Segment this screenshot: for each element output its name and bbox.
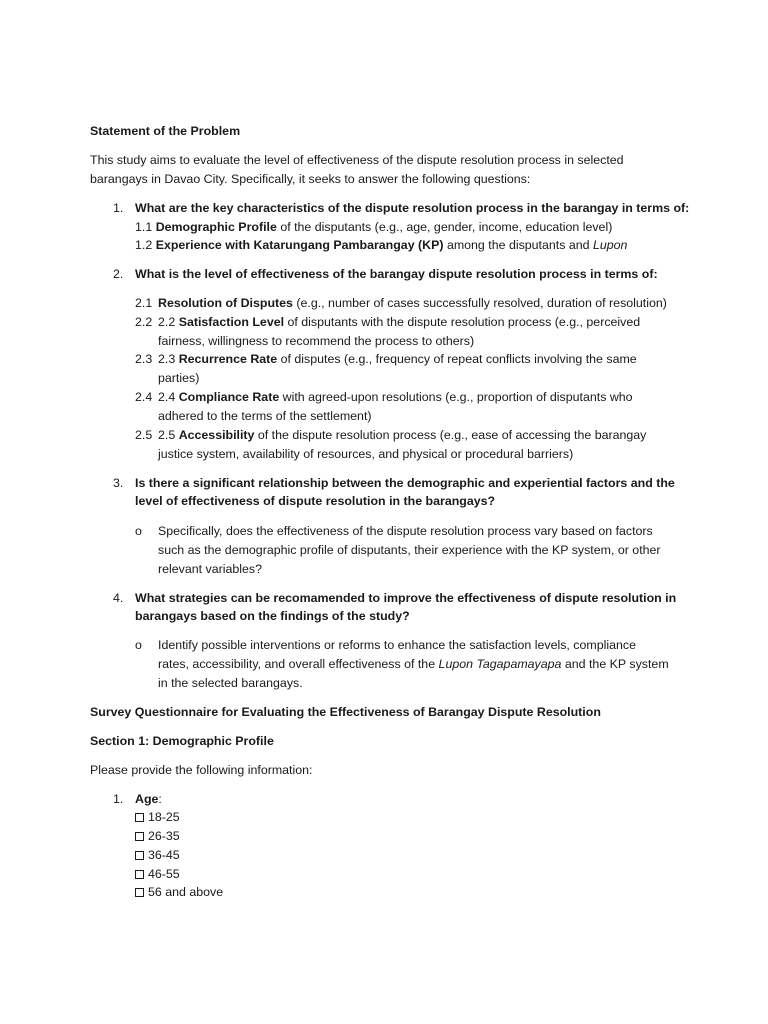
age-option-18-25[interactable]: 18-25 bbox=[135, 811, 180, 823]
q4-number: 4. bbox=[113, 591, 124, 605]
q1-text: What are the key characteristics of the dispute resolution process in the barangay in terms of: bbox=[135, 201, 690, 215]
q1-number: 1. bbox=[113, 201, 124, 215]
age-option-36-45[interactable]: 36-45 bbox=[135, 849, 180, 861]
instruction-text: Please provide the following information: bbox=[90, 763, 313, 777]
intro-line-1: This study aims to evaluate the level of effectiveness of the dispute resolution process in selected bbox=[90, 153, 624, 167]
q2-sub-2-number: 2.2 bbox=[135, 315, 153, 329]
q2-sub-3: 2.3 Recurrence Rate of disputes (e.g., frequency of repeat conflicts involving the same bbox=[158, 352, 637, 366]
q2-sub-5: 2.5 Accessibility of the dispute resolution process (e.g., ease of accessing the barangay bbox=[158, 428, 647, 442]
q2-sub-4: 2.4 Compliance Rate with agreed-upon resolutions (e.g., proportion of disputants who bbox=[158, 390, 633, 404]
survey-title: Survey Questionnaire for Evaluating the Effectiveness of Barangay Dispute Resolution bbox=[90, 705, 601, 719]
q4-detail-1: Identify possible interventions or reforms to enhance the satisfaction levels, compliance bbox=[158, 638, 636, 652]
q2-sub-1-number: 2.1 bbox=[135, 296, 153, 310]
q2-sub-4-cont: adhered to the terms of the settlement) bbox=[158, 409, 372, 423]
section-1-title: Section 1: Demographic Profile bbox=[90, 734, 274, 748]
q2-sub-3-number: 2.3 bbox=[135, 352, 153, 366]
age-option-56-above[interactable]: 56 and above bbox=[135, 886, 223, 898]
q3-text-1: Is there a significant relationship between the demographic and experiential factors and the bbox=[135, 476, 675, 490]
q4-text-2: barangays based on the findings of the study? bbox=[135, 609, 410, 623]
checkbox-icon[interactable] bbox=[135, 813, 144, 822]
q3-number: 3. bbox=[113, 476, 124, 490]
q2-sub-3-cont: parties) bbox=[158, 371, 200, 385]
q3-text-2: level of effectiveness of dispute resolution in the barangays? bbox=[135, 494, 496, 508]
checkbox-icon[interactable] bbox=[135, 888, 144, 897]
q4-bullet: o bbox=[135, 638, 142, 652]
section-heading-statement: Statement of the Problem bbox=[90, 124, 241, 138]
q2-sub-2-cont: fairness, willingness to recommend the process to others) bbox=[158, 334, 475, 348]
q2-sub-5-number: 2.5 bbox=[135, 428, 153, 442]
age-label: Age: bbox=[135, 792, 162, 806]
q2-number: 2. bbox=[113, 267, 124, 281]
q3-detail-3: relevant variables? bbox=[158, 562, 263, 576]
q2-sub-2: 2.2 Satisfaction Level of disputants with the dispute resolution process (e.g., perceived bbox=[158, 315, 641, 329]
checkbox-icon[interactable] bbox=[135, 832, 144, 841]
q3-detail-2: such as the demographic profile of disputants, their experience with the KP system, or other bbox=[158, 543, 661, 557]
checkbox-icon[interactable] bbox=[135, 870, 144, 879]
q1-sub-2: 1.2 Experience with Katarungang Pambarangay (KP) among the disputants and Lupon bbox=[135, 238, 628, 252]
q4-detail-3: in the selected barangays. bbox=[158, 676, 303, 690]
q1-sub-1: 1.1 Demographic Profile of the disputants (e.g., age, gender, income, education level) bbox=[135, 220, 613, 234]
q2-text: What is the level of effectiveness of the barangay dispute resolution process in terms of: bbox=[135, 267, 658, 281]
age-option-26-35[interactable]: 26-35 bbox=[135, 830, 180, 842]
checkbox-icon[interactable] bbox=[135, 851, 144, 860]
age-option-46-55[interactable]: 46-55 bbox=[135, 868, 180, 880]
q3-detail-1: Specifically, does the effectiveness of the dispute resolution process vary based on factors bbox=[158, 524, 653, 538]
q2-sub-4-number: 2.4 bbox=[135, 390, 153, 404]
q2-sub-5-cont: justice system, availability of resources, and physical or procedural barriers) bbox=[158, 447, 574, 461]
q4-text-1: What strategies can be recomamended to improve the effectiveness of dispute resolution in bbox=[135, 591, 677, 605]
age-item-number: 1. bbox=[113, 792, 124, 806]
intro-line-2: barangays in Davao City. Specifically, it seeks to answer the following questions: bbox=[90, 172, 531, 186]
q3-bullet: o bbox=[135, 524, 142, 538]
q4-detail-2: rates, accessibility, and overall effectiveness of the Lupon Tagapamayapa and the KP system bbox=[158, 657, 669, 671]
q2-sub-1: Resolution of Disputes (e.g., number of cases successfully resolved, duration of resolution) bbox=[158, 296, 667, 310]
